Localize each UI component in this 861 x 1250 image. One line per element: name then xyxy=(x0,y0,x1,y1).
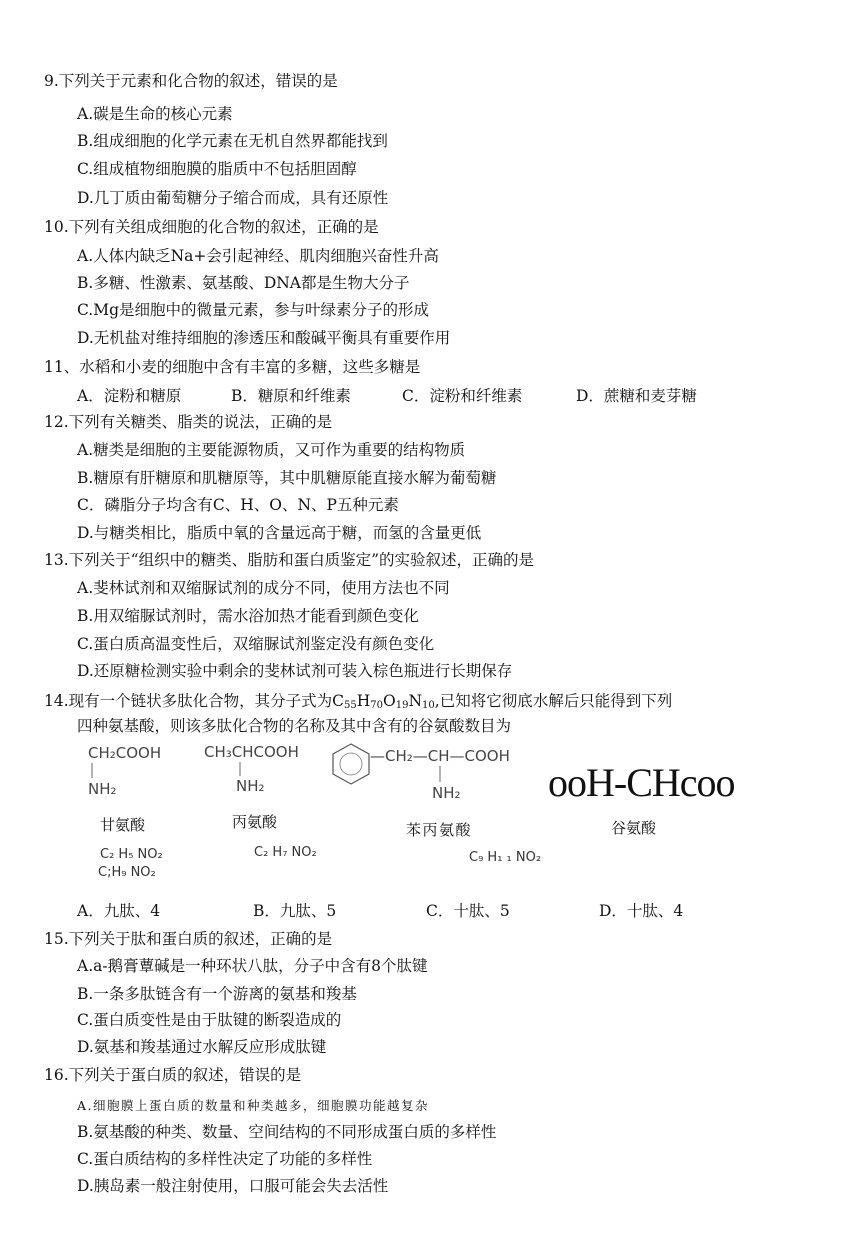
question-15-stem: 15.下列关于肽和蛋白质的叙述，正确的是 xyxy=(44,930,333,948)
q12-option-b[interactable]: B.糖原有肝糖原和肌糖原等，其中肌糖原能直接水解为葡萄糖 xyxy=(77,469,497,487)
question-11-stem: 11、水稻和小麦的细胞中含有丰富的多糖，这些多糖是 xyxy=(44,358,421,376)
q14-option-d[interactable]: D．十肽、4 xyxy=(599,902,684,920)
phenylalanine-label: 苯丙氨酸 xyxy=(406,821,473,839)
q15-option-a[interactable]: A.a-鹅膏蕈碱是一种环状八肽，分子中含有8个肽键 xyxy=(77,957,428,975)
phenylalanine-formula: C₉ H₁ ₁ NO₂ xyxy=(469,850,542,865)
question-14-stem-line2: 四种氨基酸，则该多肽化合物的名称及其中含有的谷氨酸数目为 xyxy=(77,717,512,735)
question-12-stem: 12.下列有关糖类、脂类的说法，正确的是 xyxy=(44,413,333,431)
glutamate-formula: C;H₉ NO₂ xyxy=(98,865,156,880)
question-10-stem: 10.下列有关组成细胞的化合物的叙述，正确的是 xyxy=(44,218,379,236)
q13-option-c[interactable]: C.蛋白质高温变性后，双缩脲试剂鉴定没有颜色变化 xyxy=(77,635,435,653)
q14-formula-o: 19 xyxy=(395,700,409,711)
q14-option-a[interactable]: A．九肽、4 xyxy=(77,902,161,920)
glycine-structure-nh2: NH₂ xyxy=(88,780,117,798)
q12-option-c[interactable]: C．磷脂分子均含有C、H、O、N、P五种元素 xyxy=(77,496,399,514)
phenylalanine-structure-chain: —CH₂—CH—COOH xyxy=(370,747,510,765)
q9-option-a[interactable]: A.碳是生命的核心元素 xyxy=(77,105,233,123)
q11-option-a[interactable]: A．淀粉和糖原 xyxy=(77,387,182,405)
q12-option-d[interactable]: D.与糖类相比，脂质中氧的含量远高于糖，而氢的含量更低 xyxy=(77,524,482,542)
benzene-ring xyxy=(333,744,369,784)
q15-option-d[interactable]: D.氨基和羧基通过水解反应形成肽键 xyxy=(77,1038,327,1056)
q14-stem-prefix: 14.现有一个链状多肽化合物，其分子式为C xyxy=(44,692,345,710)
q10-option-b[interactable]: B.多糖、性激素、氨基酸、DNA都是生物大分子 xyxy=(77,274,410,292)
q16-option-b[interactable]: B.氨基酸的种类、数量、空间结构的不同形成蛋白质的多样性 xyxy=(77,1123,497,1141)
benzene-ring-inner xyxy=(340,753,362,775)
glutamate-label: 谷氨酸 xyxy=(611,819,657,837)
q14-stem-suffix: ,已知将它彻底水解后只能得到下列 xyxy=(434,692,673,710)
phenylalanine-structure-nh2: NH₂ xyxy=(432,784,461,802)
glycine-formula: C₂ H₅ NO₂ xyxy=(100,847,163,862)
q15-option-b[interactable]: B.一条多肽链含有一个游离的氨基和羧基 xyxy=(77,985,357,1003)
alanine-structure-top: CH₃CHCOOH xyxy=(204,743,299,761)
q13-option-d[interactable]: D.还原糖检测实验中剩余的斐林试剂可装入棕色瓶进行长期保存 xyxy=(77,662,513,680)
q10-option-c[interactable]: C.Mg是细胞中的微量元素，参与叶绿素分子的形成 xyxy=(77,301,430,319)
q9-option-c[interactable]: C.组成植物细胞膜的脂质中不包括胆固醇 xyxy=(77,160,357,178)
alanine-label: 丙氨酸 xyxy=(232,813,278,831)
question-14-stem: 14.现有一个链状多肽化合物，其分子式为$C_{55}H_{70}O_{19}N_{10}$,已知将它彻底水解后只能得到下列 xyxy=(44,692,673,711)
q16-option-a[interactable]: A.细胞膜上蛋白质的数量和种类越多，细胞膜功能越复杂 xyxy=(77,1098,430,1113)
q12-option-a[interactable]: A.糖类是细胞的主要能源物质，又可作为重要的结构物质 xyxy=(77,441,466,459)
q11-option-c[interactable]: C．淀粉和纤维素 xyxy=(402,387,523,405)
q9-option-b[interactable]: B.组成细胞的化学元素在无机自然界都能找到 xyxy=(77,132,388,150)
q14-formula-n: 10 xyxy=(422,700,435,711)
q15-option-c[interactable]: C.蛋白质变性是由于肽键的断裂造成的 xyxy=(77,1011,342,1029)
glycine-label: 甘氨酸 xyxy=(100,816,146,834)
alanine-structure-nh2: NH₂ xyxy=(236,777,265,795)
question-9-stem: 9.下列关于元素和化合物的叙述，错误的是 xyxy=(44,72,338,90)
q16-option-d[interactable]: D.胰岛素一般注射使用，口服可能会失去活性 xyxy=(77,1177,389,1195)
question-16-stem: 16.下列关于蛋白质的叙述，错误的是 xyxy=(44,1066,302,1084)
q10-option-d[interactable]: D.无机盐对维持细胞的渗透压和酸碱平衡具有重要作用 xyxy=(77,329,451,347)
question-13-stem: 13.下列关于“组织中的糖类、脂肪和蛋白质鉴定”的实验叙述，正确的是 xyxy=(44,551,535,569)
q10-option-a[interactable]: A.人体内缺乏Na+会引起神经、肌肉细胞兴奋性升高 xyxy=(77,247,439,265)
q14-option-c[interactable]: C．十肽、5 xyxy=(426,902,510,920)
q14-option-b[interactable]: B．九肽、5 xyxy=(253,902,337,920)
q11-option-d[interactable]: D．蔗糖和麦芽糖 xyxy=(576,387,697,405)
q14-formula-h: 70 xyxy=(370,700,384,711)
q16-option-c[interactable]: C.蛋白质结构的多样性决定了功能的多样性 xyxy=(77,1150,373,1168)
glutamate-structure-text: ooH-CHcoo xyxy=(548,760,735,805)
q13-option-a[interactable]: A.斐林试剂和双缩脲试剂的成分不同，使用方法也不同 xyxy=(77,579,450,597)
q13-option-b[interactable]: B.用双缩脲试剂时，需水浴加热才能看到颜色变化 xyxy=(77,607,419,625)
glycine-structure-top: CH₂COOH xyxy=(88,744,162,762)
alanine-formula: C₂ H₇ NO₂ xyxy=(254,845,317,860)
q9-option-d[interactable]: D.几丁质由葡萄糖分子缩合而成，具有还原性 xyxy=(77,189,389,207)
q14-formula-c: 55 xyxy=(344,700,357,711)
q11-option-b[interactable]: B．糖原和纤维素 xyxy=(231,387,351,405)
